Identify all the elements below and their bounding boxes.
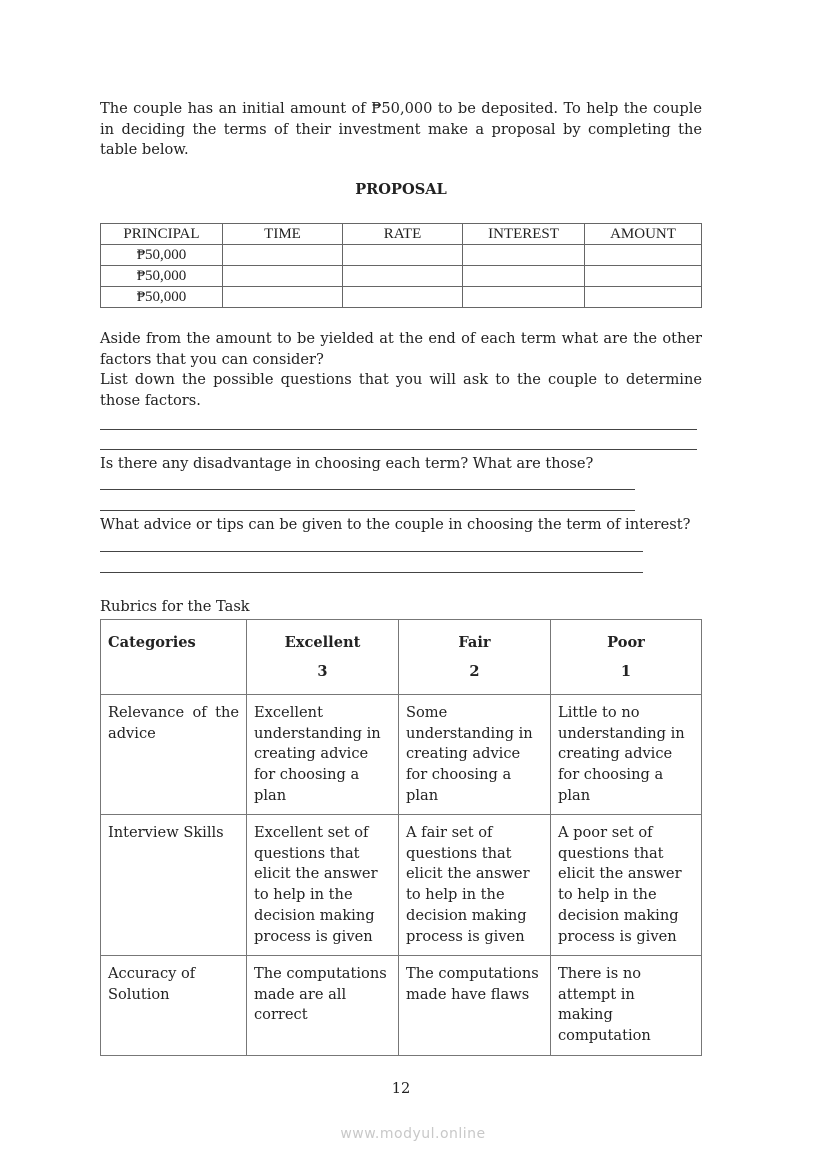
question-1a: Aside from the amount to be yielded at the end of each term what are the other factors that you can consider?: [100, 330, 702, 368]
table-row: [101, 287, 702, 308]
rubric-header-row: [101, 620, 702, 695]
amount-cell[interactable]: [585, 287, 702, 308]
rate-cell[interactable]: [343, 287, 463, 308]
excellent-cell: Excellent set of questions that elicit the answer to help in the decision making process is given: [247, 815, 399, 956]
header-categories: [101, 620, 247, 695]
header-principal: PRINCIPAL: [101, 224, 223, 245]
excellent-cell: Excellent understanding in creating advice for choosing a plan: [247, 695, 399, 815]
principal-cell: ₱50,000: [101, 245, 223, 266]
table-row: [101, 245, 702, 266]
page-number: 12: [391, 1080, 411, 1097]
answer-line[interactable]: [100, 429, 697, 430]
interest-cell[interactable]: [463, 245, 585, 266]
answer-line[interactable]: [100, 449, 697, 450]
header-score: 1: [620, 663, 632, 680]
question-1b: List down the possible questions that you will ask to the couple to determine those factors.: [100, 371, 702, 409]
interest-cell[interactable]: [463, 287, 585, 308]
watermark: www.modyul.online: [340, 1126, 486, 1142]
table-header-row: [101, 224, 702, 245]
principal-cell: ₱50,000: [101, 266, 223, 287]
table-row: [101, 695, 702, 815]
category-cell: Interview Skills: [101, 815, 247, 956]
excellent-cell: The computations made are all correct: [247, 956, 399, 1056]
rate-cell[interactable]: [343, 266, 463, 287]
intro-paragraph: The couple has an initial amount of ₱50,000 to be deposited. To help the couple in deciding the terms of their investment make a proposal by completing the table below.: [100, 100, 702, 159]
header-label: Categories: [108, 634, 196, 651]
poor-cell: There is no attempt in making computation: [551, 956, 702, 1056]
time-cell[interactable]: [223, 287, 343, 308]
principal-cell: ₱50,000: [101, 287, 223, 308]
header-label: Poor: [607, 634, 645, 651]
time-cell[interactable]: [223, 266, 343, 287]
fair-cell: Some understanding in creating advice for choosing a plan: [399, 695, 551, 815]
header-poor: [551, 620, 702, 695]
proposal-table: [100, 223, 702, 308]
fair-cell: The computations made have flaws: [399, 956, 551, 1056]
poor-cell: A poor set of questions that elicit the answer to help in the decision making process is given: [551, 815, 702, 956]
header-score: 2: [469, 663, 480, 680]
amount-cell[interactable]: [585, 266, 702, 287]
amount-cell[interactable]: [585, 245, 702, 266]
fair-cell: A fair set of questions that elicit the answer to help in the decision making process is given: [399, 815, 551, 956]
header-fair: [399, 620, 551, 695]
category-cell: Accuracy of Solution: [101, 956, 247, 1056]
header-label: Excellent: [284, 634, 361, 651]
header-time: TIME: [223, 224, 343, 245]
header-excellent: [247, 620, 399, 695]
header-score: 3: [317, 663, 328, 680]
table-row: [101, 815, 702, 956]
header-label: Fair: [458, 634, 491, 651]
rate-cell[interactable]: [343, 245, 463, 266]
question-2: Is there any disadvantage in choosing each term? What are those?: [100, 455, 594, 472]
rubric-table: [100, 619, 702, 1056]
category-cell: Relevance of the advice: [101, 695, 247, 815]
header-interest: INTEREST: [463, 224, 585, 245]
poor-cell: Little to no understanding in creating advice for choosing a plan: [551, 695, 702, 815]
table-row: [101, 956, 702, 1056]
answer-line[interactable]: [100, 551, 643, 552]
time-cell[interactable]: [223, 245, 343, 266]
interest-cell[interactable]: [463, 266, 585, 287]
header-rate: RATE: [343, 224, 463, 245]
header-amount: AMOUNT: [585, 224, 702, 245]
question-3: What advice or tips can be given to the couple in choosing the term of interest?: [100, 516, 691, 533]
proposal-title: PROPOSAL: [355, 181, 447, 198]
rubric-label: Rubrics for the Task: [100, 598, 250, 615]
answer-line[interactable]: [100, 510, 635, 511]
answer-line[interactable]: [100, 489, 635, 490]
answer-line[interactable]: [100, 572, 643, 573]
table-row: [101, 266, 702, 287]
